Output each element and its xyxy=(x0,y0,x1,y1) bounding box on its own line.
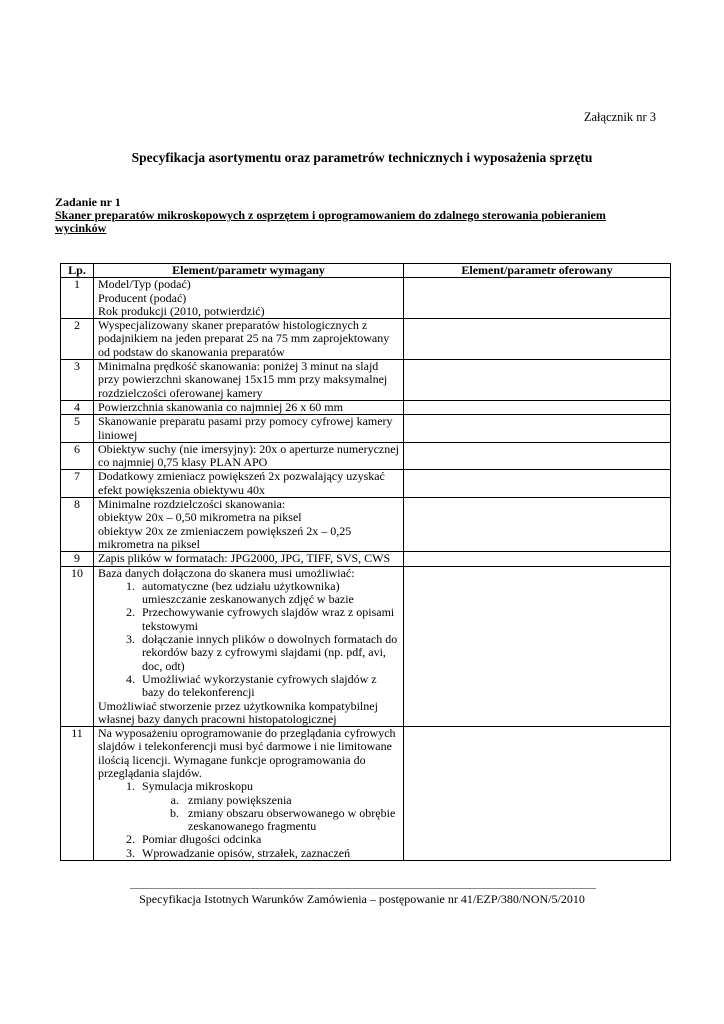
row-number: 2 xyxy=(61,319,94,360)
requirement-line: obiektyw 20x ze zmieniaczem powiększeń 2x – 0,25 mikrometra na piksel xyxy=(98,523,352,551)
table-row xyxy=(61,727,671,861)
row-requirement: Powierzchnia skanowania co najmniej 26 x 60 mm xyxy=(94,400,404,414)
row-requirement: Minimalna prędkość skanowania: poniżej 3 minut na slajd przy powierzchni skanowanej 15x15 mm przy maksymalnej rozdzielczości oferowanej kamery xyxy=(94,360,404,401)
row-requirement: Dodatkowy zmieniacz powiększeń 2x pozwalający uzyskać efekt powiększenia obiektywu 40x xyxy=(94,470,404,498)
list-item-label: Symulacja mikroskopu xyxy=(142,779,253,794)
sub-list-item: a. zmiany powiększenia xyxy=(182,794,399,807)
task-subject: Skaner preparatów mikroskopowych z osprzętem i oprogramowaniem do zdalnego sterowania pobieraniem wycinków xyxy=(55,208,606,235)
requirement-outro: Umożliwiać stworzenie przez użytkownika kompatybilnej własnej bazy danych pracowni histopatologicznej xyxy=(98,698,378,726)
annex-label: Załącznik nr 3 xyxy=(583,110,656,124)
row-offered-cell[interactable] xyxy=(404,552,671,566)
row-requirement: Skanowanie preparatu pasami przy pomocy cyfrowej kamery liniowej xyxy=(94,415,404,443)
row-requirement xyxy=(94,727,404,861)
header-lp: Lp. xyxy=(61,264,94,278)
row-number: 7 xyxy=(61,470,94,498)
requirement-list xyxy=(98,580,399,700)
sub-list xyxy=(142,794,399,834)
list-item: 1. automatyczne (bez udziału użytkownika) umieszczanie zeskanowanych zdjęć w bazie xyxy=(138,580,399,607)
header-offered: Element/parametr oferowany xyxy=(404,264,671,278)
specification-table xyxy=(60,263,671,861)
sub-list-item: b. zmiany obszaru obserwowanego w obrębie zeskanowanego fragmentu xyxy=(182,807,399,834)
row-number: 8 xyxy=(61,498,94,552)
row-requirement: Zapis plików w formatach: JPG2000, JPG, TIFF, SVS, CWS xyxy=(94,552,404,566)
row-offered-cell[interactable] xyxy=(404,498,671,552)
requirement-intro: Na wyposażeniu oprogramowanie do przeglądania cyfrowych slajdów i telekonferencji musi być darmowe i nie limitowane ilością licencji. Wymagane funkcje oprogramowania do przeglądania slajdów. xyxy=(98,726,396,780)
page-footer: Specyfikacja Istotnych Warunków Zamówienia – postępowanie nr 41/EZP/380/NON/5/2010 xyxy=(139,892,585,906)
task-block xyxy=(55,196,655,235)
list-item xyxy=(138,780,399,833)
row-number: 5 xyxy=(61,415,94,443)
row-number: 3 xyxy=(61,360,94,401)
table-header-row xyxy=(61,264,671,278)
requirement-line: Producent (podać) xyxy=(98,290,187,305)
list-item: 4. Umożliwiać wykorzystanie cyfrowych slajdów z bazy do telekonferencji xyxy=(138,673,399,700)
requirement-line: Rok produkcji (2010, potwierdzić) xyxy=(98,303,265,318)
requirement-intro: Baza danych dołączona do skanera musi umożliwiać: xyxy=(98,565,355,580)
requirement-line: Minimalne rozdzielczości skanowania: xyxy=(98,497,286,512)
row-offered-cell[interactable] xyxy=(404,400,671,414)
row-number: 4 xyxy=(61,400,94,414)
list-item: 3. Wprowadzanie opisów, strzałek, zaznaczeń xyxy=(138,847,399,860)
row-number: 1 xyxy=(61,278,94,319)
requirement-list xyxy=(98,780,399,860)
row-requirement xyxy=(94,498,404,552)
table-row xyxy=(61,442,671,470)
table-row xyxy=(61,400,671,414)
row-requirement: Wyspecjalizowany skaner preparatów histologicznych z podajnikiem na jeden preparat 25 na 75 mm zaprojektowany od podstaw do skanowania preparatów xyxy=(94,319,404,360)
row-number: 10 xyxy=(61,566,94,727)
row-number: 9 xyxy=(61,552,94,566)
table-row xyxy=(61,470,671,498)
document-title: Specyfikacja asortymentu oraz parametrów technicznych i wyposażenia sprzętu xyxy=(131,150,593,165)
list-item: 3. dołączanie innych plików o dowolnych formatach do rekordów bazy z cyfrowymi slajdami (np. pdf, avi, doc, odt) xyxy=(138,633,399,673)
table-row xyxy=(61,566,671,727)
row-requirement: Obiektyw suchy (nie imersyjny): 20x o aperturze numerycznej co najmniej 0,75 klasy PLAN APO xyxy=(94,442,404,470)
requirement-line: Model/Typ (podać) xyxy=(98,277,191,292)
row-requirement xyxy=(94,278,404,319)
requirement-line: obiektyw 20x – 0,50 mikrometra na piksel xyxy=(98,510,302,525)
row-offered-cell[interactable] xyxy=(404,727,671,861)
row-offered-cell[interactable] xyxy=(404,442,671,470)
row-offered-cell[interactable] xyxy=(404,360,671,401)
row-offered-cell[interactable] xyxy=(404,319,671,360)
table-row xyxy=(61,415,671,443)
footer-divider xyxy=(130,888,596,889)
row-offered-cell[interactable] xyxy=(404,278,671,319)
row-number: 11 xyxy=(61,727,94,861)
table-row xyxy=(61,552,671,566)
header-required: Element/parametr wymagany xyxy=(94,264,404,278)
table-row xyxy=(61,278,671,319)
table-row xyxy=(61,498,671,552)
row-number: 6 xyxy=(61,442,94,470)
row-offered-cell[interactable] xyxy=(404,566,671,727)
row-offered-cell[interactable] xyxy=(404,470,671,498)
list-item: 2. Pomiar długości odcinka xyxy=(138,833,399,846)
list-item: 2. Przechowywanie cyfrowych slajdów wraz z opisami tekstowymi xyxy=(138,606,399,633)
task-label: Zadanie nr 1 xyxy=(55,195,121,209)
row-requirement xyxy=(94,566,404,727)
table-row xyxy=(61,319,671,360)
row-offered-cell[interactable] xyxy=(404,415,671,443)
table-row xyxy=(61,360,671,401)
